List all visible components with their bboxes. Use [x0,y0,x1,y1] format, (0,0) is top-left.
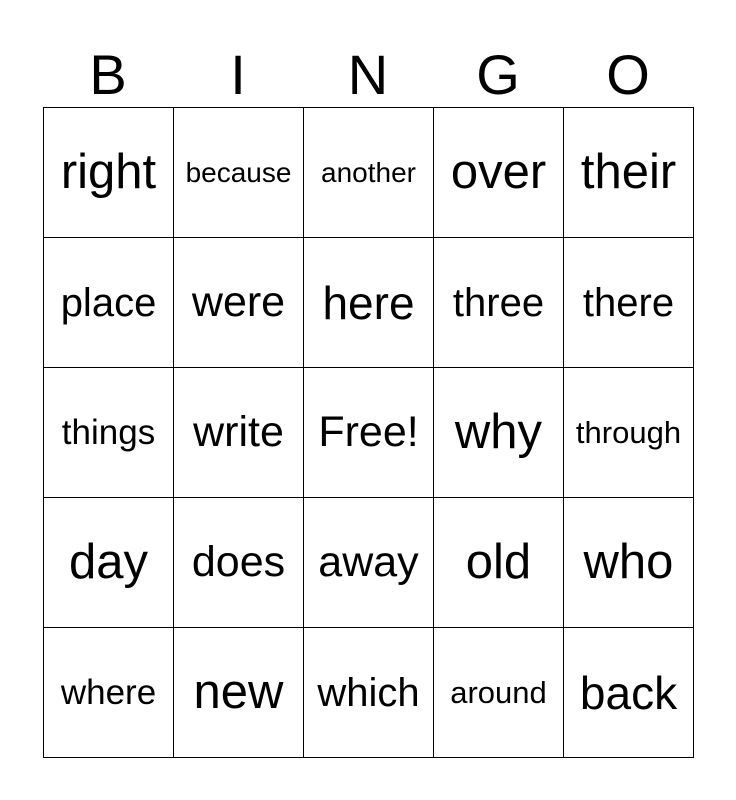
header-letter-n: N [347,43,389,106]
bingo-cell[interactable]: through [564,368,694,498]
bingo-cell[interactable]: write [174,368,304,498]
bingo-cell[interactable]: who [564,498,694,628]
bingo-cell[interactable]: three [434,238,564,368]
bingo-cell[interactable]: right [44,108,174,238]
bingo-cell[interactable]: away [304,498,434,628]
free-space-cell[interactable]: Free! [304,368,434,498]
bingo-cell[interactable]: back [564,628,694,758]
bingo-cell[interactable]: there [564,238,694,368]
bingo-cell[interactable]: things [44,368,174,498]
bingo-cell[interactable]: around [434,628,564,758]
bingo-cell[interactable]: another [304,108,434,238]
bingo-cell[interactable]: old [434,498,564,628]
bingo-board [43,107,694,758]
header-letter-b: B [89,43,127,106]
bingo-cell[interactable]: new [174,628,304,758]
bingo-cell[interactable]: place [44,238,174,368]
header-letter-o: O [606,43,650,106]
bingo-cell[interactable]: over [434,108,564,238]
bingo-cell[interactable]: does [174,498,304,628]
header-letter-g: G [476,43,520,106]
bingo-header [43,42,693,108]
bingo-cell[interactable]: which [304,628,434,758]
bingo-cell[interactable]: here [304,238,434,368]
bingo-cell[interactable]: why [434,368,564,498]
bingo-cell[interactable]: where [44,628,174,758]
header-letter-i: I [230,43,246,106]
bingo-cell[interactable]: their [564,108,694,238]
bingo-cell[interactable]: because [174,108,304,238]
bingo-cell[interactable]: day [44,498,174,628]
bingo-cell[interactable]: were [174,238,304,368]
